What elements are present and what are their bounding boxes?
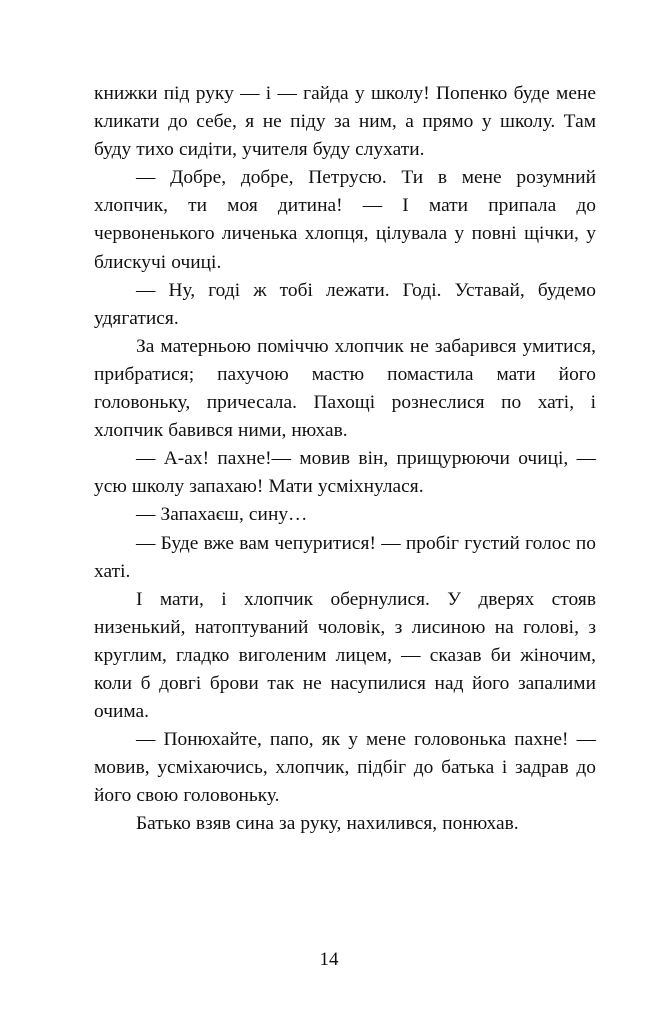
paragraph: І мати, і хлопчик обернулися. У дверях стояв низенький, натоптуваний чоловік, з лисиною на голові, з круглим, гладко виголеним лицем, — сказав би жіночим, коли б довгі брови так не насупилися над його запалими очима. [94, 588, 596, 723]
paragraph: Батько взяв сина за руку, нахилився, понюхав. [136, 813, 519, 835]
page-number: 14 [319, 949, 339, 970]
paragraph: — Ну, годі ж тобі лежати. Годі. Уставай, будемо удягатися. [94, 279, 596, 329]
paragraph: — А-ах! пахне!— мовив він, прищурюючи очиці, — усю школу запахаю! Мати усміхнулася. [94, 448, 596, 498]
paragraph: книжки під руку — і — гайда у школу! Попенко буде мене кликати до себе, я не піду за ним, а прямо у школу. Там буду тихо сидіти, учителя буду слухати. [94, 83, 596, 161]
page-text-block [94, 80, 596, 839]
paragraph: — Буде вже вам чепуритися! — пробіг густий голос по хаті. [94, 532, 596, 582]
paragraph: — Добре, добре, Петрусю. Ти в мене розумний хлопчик, ти моя дитина! — І мати припала до червоненького личенька хлопця, цілувала у повні щічки, у блискучі очиці. [94, 167, 596, 273]
paragraph: За матерньою поміччю хлопчик не забарився умитися, прибратися; пахучою мастю помастила мати його головоньку, причесала. Пахощі рознеслися по хаті, і хлопчик бавився ними, нюхав. [94, 335, 596, 442]
paragraph: — Понюхайте, папо, як у мене головонька пахне! — мовив, усміхаючись, хлопчик, підбіг до батька і задрав до його свою головоньку. [94, 729, 596, 807]
paragraph: — Запахаєш, сину… [136, 504, 308, 526]
